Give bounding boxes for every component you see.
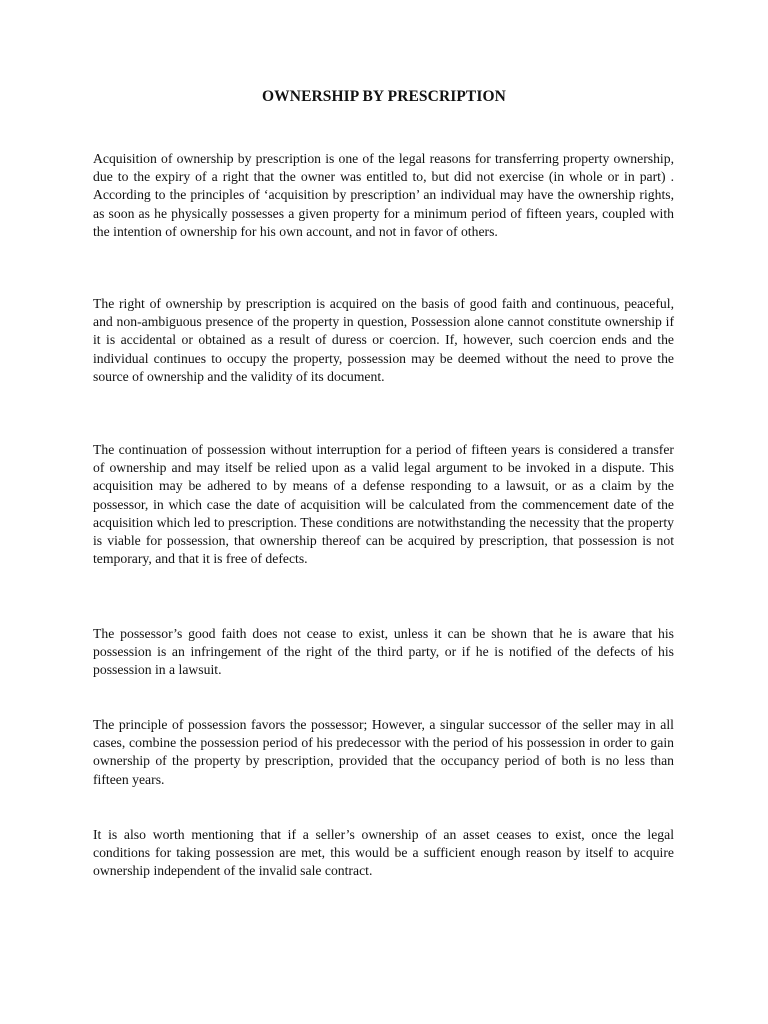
paragraph-possessor-good-faith: The possessor’s good faith does not cease to exist, unless it can be shown that he is aware that his possession is an infringement of the right of the third party, or if he is notified of the defects of his possession in a lawsuit. [93,626,674,678]
paragraph-acquisition-definition: Acquisition of ownership by prescription is one of the legal reasons for transferring property ownership, due to the expiry of a right that the owner was entitled to, but did not exercise (in whole or in part) . According to the principles of ‘acquisition by prescription’ an individual may have the ownership rights, as soon as he physically possesses a given property for a minimum period of fifteen years, coupled with the intention of ownership for his own account, and not in favor of others. [93,151,674,239]
paragraph-continuation-of-possession: The continuation of possession without interruption for a period of fifteen years is considered a transfer of ownership and may itself be relied upon as a valid legal argument to be invoked in a dispute. This acquisition may be adhered to by means of a defense responding to a lawsuit, or as a claim by the possessor, in which case the date of acquisition will be calculated from the commencement date of the acquisition which led to prescription. These conditions are notwithstanding the necessity that the property is viable for possession, that ownership thereof can be acquired by prescription, that possession is not temporary, and that it is free of defects. [93,442,674,567]
document-title: OWNERSHIP BY PRESCRIPTION [262,88,506,105]
paragraph-principle-of-possession: The principle of possession favors the possessor; However, a singular successor of the seller may in all cases, combine the possession period of his predecessor with the period of his possession in order to gain ownership of the property by prescription, provided that the occupancy period of both is no less than fifteen years. [93,717,674,787]
paragraph-good-faith-basis: The right of ownership by prescription is acquired on the basis of good faith and continuous, peaceful, and non-ambiguous presence of the property in question, Possession alone cannot constitute ownership if it is accidental or obtained as a result of duress or coercion. If, however, such coercion ends and the individual continues to occupy the property, possession may be deemed without the need to prove the source of ownership and the validity of its document. [93,296,674,384]
paragraph-seller-ownership-ceases: It is also worth mentioning that if a seller’s ownership of an asset ceases to exist, once the legal conditions for taking possession are met, this would be a sufficient enough reason by itself to acquire ownership independent of the invalid sale contract. [93,827,674,879]
